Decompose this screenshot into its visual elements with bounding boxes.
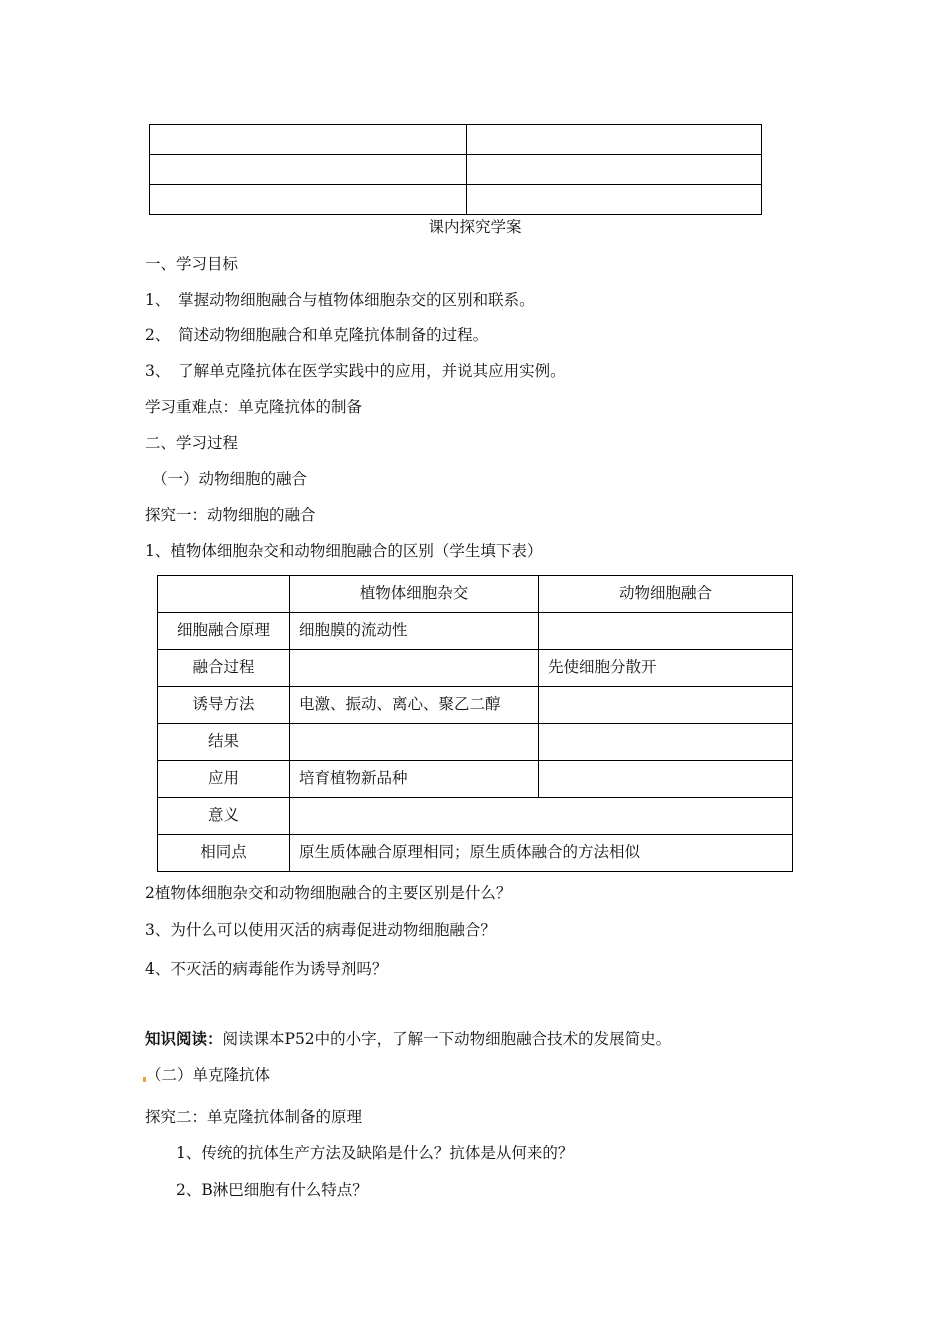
table-cell: 电激、振动、离心、聚乙二醇 — [290, 687, 539, 724]
row-label: 相同点 — [158, 835, 290, 872]
row-label: 应用 — [158, 761, 290, 798]
question: 2、B淋巴细胞有什么特点？ — [176, 1181, 368, 1199]
row-label: 意义 — [158, 798, 290, 835]
goal-item: 3、 了解单克隆抗体在医学实践中的应用，并说其应用实例。 — [145, 362, 566, 380]
row-label: 融合过程 — [158, 650, 290, 687]
blank-cell — [467, 125, 762, 155]
goal-item: 1、 掌握动物细胞融合与植物体细胞杂交的区别和联系。 — [145, 291, 535, 309]
table-row — [158, 724, 793, 761]
blank-cell — [150, 185, 467, 215]
blank-cell — [150, 155, 467, 185]
key-point: 学习重难点：单克隆抗体的制备 — [145, 398, 363, 416]
table-cell — [290, 798, 793, 835]
subsection-heading: （二）单克隆抗体 — [146, 1066, 271, 1084]
table-cell — [290, 724, 539, 761]
table-cell — [539, 613, 793, 650]
blank-cell — [467, 185, 762, 215]
section-heading-process: 二、学习过程 — [145, 434, 239, 452]
question: 4、不灭活的病毒能作为诱导剂吗？ — [145, 960, 388, 978]
comparison-table — [157, 575, 793, 872]
table-header-cell — [158, 576, 290, 613]
page-title: 课内探究学案 — [428, 218, 522, 236]
blank-table-top — [149, 124, 762, 215]
explore-heading: 探究二：单克隆抗体制备的原理 — [145, 1108, 363, 1126]
table-cell — [539, 761, 793, 798]
reading-text: 阅读课本P52中的小字，了解一下动物细胞融合技术的发展简史。 — [222, 1030, 672, 1048]
question: 1、植物体细胞杂交和动物细胞融合的区别（学生填下表） — [145, 542, 543, 560]
table-row — [158, 835, 793, 872]
table-cell: 原生质体融合原理相同；原生质体融合的方法相似 — [290, 835, 793, 872]
row-label: 结果 — [158, 724, 290, 761]
reading-note — [145, 1031, 671, 1048]
question: 1、传统的抗体生产方法及缺陷是什么？抗体是从何来的？ — [176, 1144, 574, 1162]
table-cell: 先使细胞分散开 — [539, 650, 793, 687]
table-row — [158, 687, 793, 724]
reading-label: 知识阅读： — [145, 1029, 223, 1048]
blank-cell — [150, 125, 467, 155]
table-header-cell: 动物细胞融合 — [539, 576, 793, 613]
question: 2植物体细胞杂交和动物细胞融合的主要区别是什么？ — [145, 884, 512, 902]
table-cell: 细胞膜的流动性 — [290, 613, 539, 650]
explore-heading: 探究一：动物细胞的融合 — [145, 506, 316, 524]
section-heading-goals: 一、学习目标 — [145, 255, 239, 273]
subsection-heading: （一）动物细胞的融合 — [152, 470, 308, 488]
table-cell — [539, 724, 793, 761]
row-label: 诱导方法 — [158, 687, 290, 724]
table-row — [158, 650, 793, 687]
row-label: 细胞融合原理 — [158, 613, 290, 650]
goal-item: 2、 简述动物细胞融合和单克隆抗体制备的过程。 — [145, 326, 489, 344]
table-header-cell: 植物体细胞杂交 — [290, 576, 539, 613]
table-row — [158, 613, 793, 650]
table-cell — [539, 687, 793, 724]
table-cell — [290, 650, 539, 687]
table-cell: 培育植物新品种 — [290, 761, 539, 798]
table-row — [158, 761, 793, 798]
table-row — [158, 798, 793, 835]
question: 3、为什么可以使用灭活的病毒促进动物细胞融合？ — [145, 921, 496, 939]
blank-cell — [467, 155, 762, 185]
